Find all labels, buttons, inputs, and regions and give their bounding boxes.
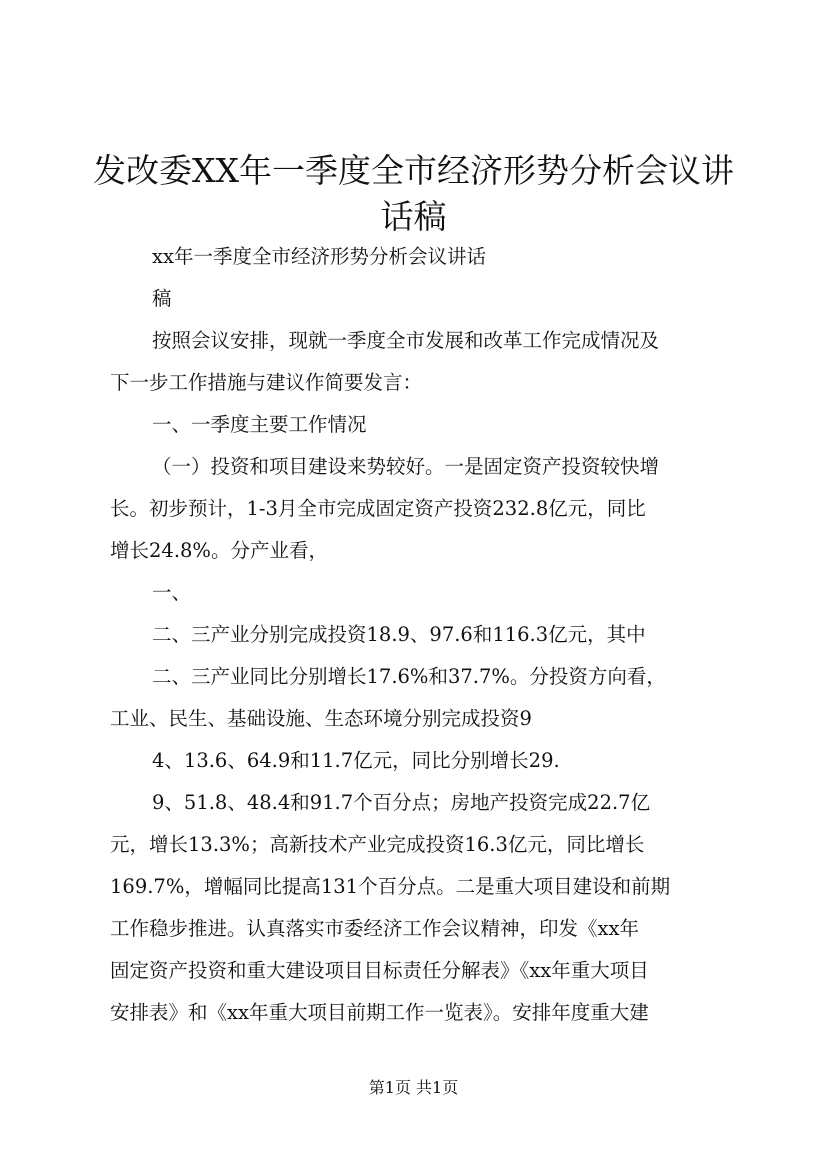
text-line: 工业、民生、基础设施、生态环境分别完成投资9 — [110, 707, 532, 730]
title-line-1: 发改委XX年一季度全市经济形势分析会议讲 — [93, 151, 734, 190]
document-title — [60, 148, 767, 240]
text-line: 169.7%，增幅同比提高131个百分点。二是重大项目建设和前期 — [110, 875, 671, 898]
text-line: 二、三产业分别完成投资18.9、97.6和116.3亿元，其中 — [152, 623, 646, 646]
text-line: 二、三产业同比分别增长17.6%和37.7%。分投资方向看， — [152, 665, 666, 688]
text-line: 一、 — [152, 581, 192, 604]
text-line: 9、51.8、48.4和91.7个百分点；房地产投资完成22.7亿 — [152, 791, 651, 814]
text-line: 元，增长13.3%；高新技术产业完成投资16.3亿元，同比增长 — [110, 833, 645, 856]
text-line: 4、13.6、64.9和11.7亿元，同比分别增长29. — [152, 749, 560, 772]
text-line: 工作稳步推进。认真落实市委经济工作会议精神，印发《xx年 — [110, 917, 639, 940]
text-line: 稿 — [152, 287, 172, 310]
title-line-2: 话稿 — [380, 197, 447, 236]
text-line: xx年一季度全市经济形势分析会议讲话 — [152, 245, 486, 268]
text-line: 一、一季度主要工作情况 — [152, 413, 367, 436]
text-line: 固定资产投资和重大建设项目目标责任分解表》《xx年重大项目 — [110, 959, 649, 982]
text-line: 增长24.8%。分产业看， — [110, 539, 328, 562]
text-line: 下一步工作措施与建议作简要发言： — [110, 371, 423, 394]
text-line: 安排表》和《xx年重大项目前期工作一览表》。安排年度重大建 — [110, 1001, 649, 1024]
document-body — [110, 236, 725, 1034]
text-line: 长。初步预计，1-3月全市完成固定资产投资232.8亿元，同比 — [110, 497, 646, 520]
text-line: （一）投资和项目建设来势较好。一是固定资产投资较快增 — [152, 455, 660, 478]
text-line: 按照会议安排，现就一季度全市发展和改革工作完成情况及 — [152, 329, 660, 352]
page-footer: 第1页 共1页 — [368, 1078, 459, 1097]
